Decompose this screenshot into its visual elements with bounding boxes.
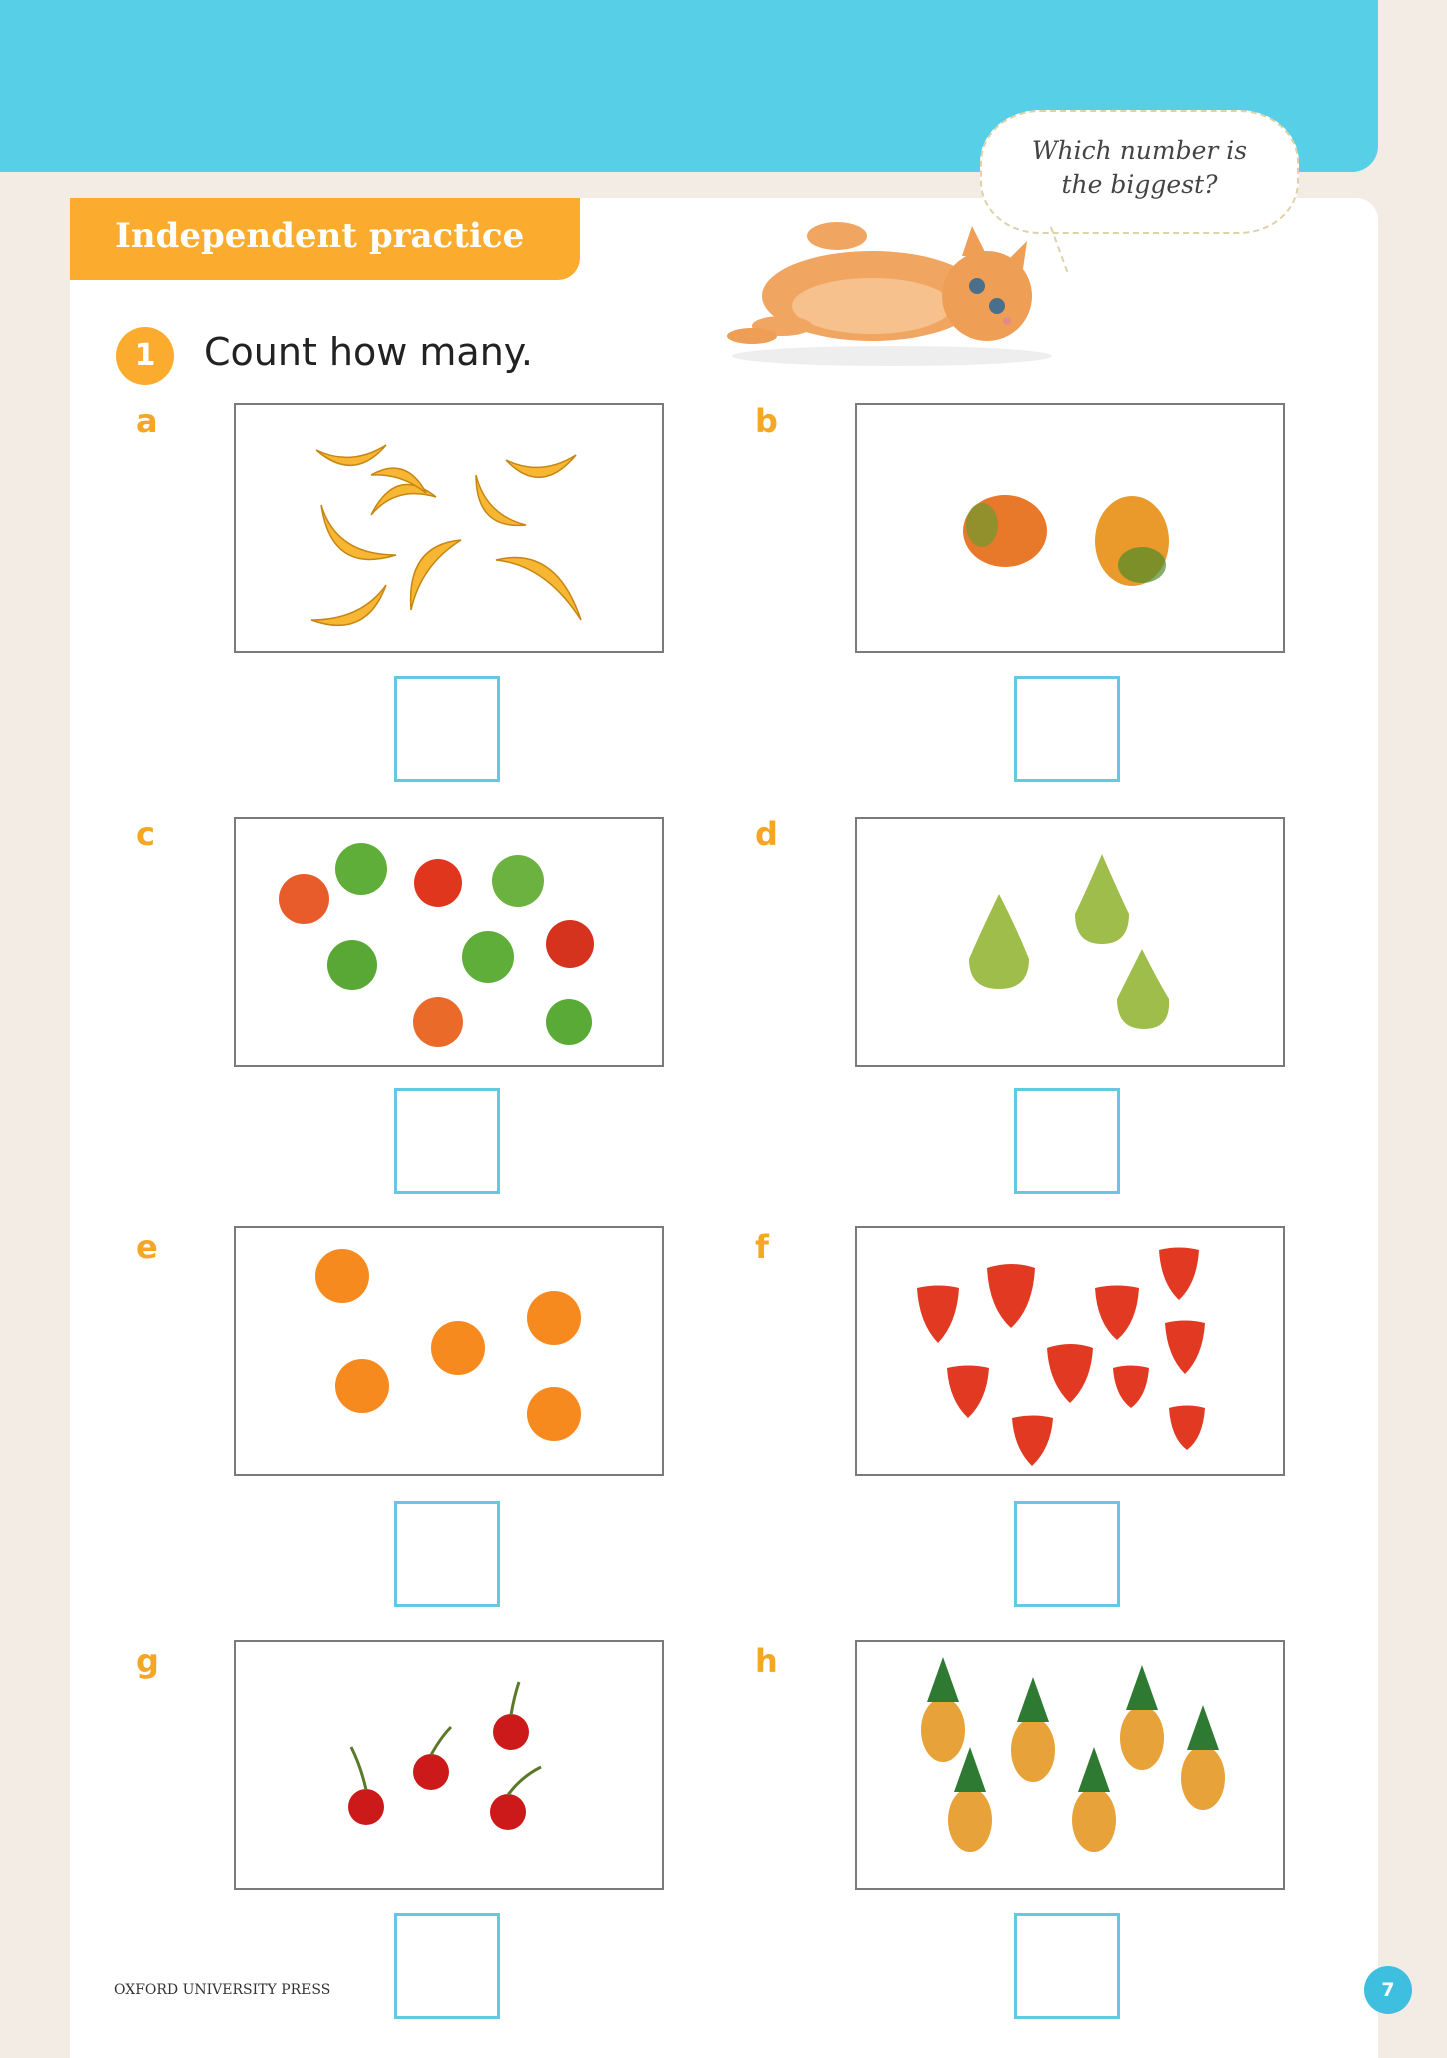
strawberry-icon (1165, 1321, 1205, 1375)
cherry-icon (490, 1794, 526, 1830)
panel-letter-d: d (755, 815, 778, 853)
section-title: Independent practice (115, 216, 525, 256)
question-number: 1 (116, 327, 174, 385)
pineapple-icon (1072, 1788, 1116, 1852)
banana-icon (316, 445, 386, 465)
picture-panel-b (855, 403, 1285, 653)
orange-icon (431, 1321, 485, 1375)
answer-box-c[interactable] (394, 1088, 500, 1194)
apple-icon (546, 999, 592, 1045)
cherry-icon (348, 1789, 384, 1825)
strawberry-icon (1113, 1366, 1149, 1409)
orange-icon (527, 1291, 581, 1345)
answer-box-d[interactable] (1014, 1088, 1120, 1194)
strawberry-icon (1012, 1416, 1053, 1467)
pear-icon (969, 894, 1029, 989)
strawberry-icon (1169, 1406, 1205, 1451)
answer-box-f[interactable] (1014, 1501, 1120, 1607)
pineapple-icon (1011, 1718, 1055, 1782)
publisher-footer: OXFORD UNIVERSITY PRESS (114, 1982, 331, 1998)
speech-bubble-text: Which number is the biggest? (1031, 136, 1248, 199)
apple-icon (492, 855, 544, 907)
cherry-icon (413, 1754, 449, 1790)
picture-panel-a (234, 403, 664, 653)
strawberry-icon (1159, 1248, 1199, 1301)
panel-letter-b: b (755, 402, 778, 440)
panel-letter-e: e (136, 1228, 158, 1266)
pear-icon (1075, 854, 1129, 944)
banana-icon (321, 505, 396, 559)
strawberry-icon (1047, 1344, 1093, 1403)
pineapple-icon (1120, 1706, 1164, 1770)
banana-icon (411, 540, 461, 610)
orange-icon (315, 1249, 369, 1303)
banana-icon (506, 455, 576, 477)
banana-icon (496, 558, 581, 621)
answer-box-h[interactable] (1014, 1913, 1120, 2019)
answer-box-a[interactable] (394, 676, 500, 782)
banana-icon (476, 475, 526, 525)
pineapple-icon (948, 1788, 992, 1852)
pear-icon (1117, 949, 1169, 1029)
orange-icon (335, 1359, 389, 1413)
answer-box-b[interactable] (1014, 676, 1120, 782)
apple-icon (414, 859, 462, 907)
panel-letter-a: a (136, 402, 158, 440)
cherry-icon (493, 1714, 529, 1750)
page-number: 7 (1364, 1966, 1412, 2014)
apple-icon (546, 920, 594, 968)
picture-panel-c (234, 817, 664, 1067)
question-prompt: Count how many. (204, 330, 533, 374)
section-banner (70, 198, 580, 280)
strawberry-icon (987, 1264, 1035, 1328)
strawberry-icon (917, 1286, 959, 1344)
answer-box-e[interactable] (394, 1501, 500, 1607)
apple-icon (413, 997, 463, 1047)
apple-icon (462, 931, 514, 983)
pineapple-icon (1181, 1746, 1225, 1810)
apple-icon (279, 874, 329, 924)
panel-letter-c: c (136, 815, 155, 853)
apple-icon (335, 843, 387, 895)
panel-letter-g: g (136, 1642, 159, 1680)
picture-panel-d (855, 817, 1285, 1067)
picture-panel-g (234, 1640, 664, 1890)
banana-icon (311, 585, 386, 625)
apple-icon (327, 940, 377, 990)
banana-icon (371, 485, 436, 515)
picture-panel-f (855, 1226, 1285, 1476)
answer-box-g[interactable] (394, 1913, 500, 2019)
panel-letter-f: f (755, 1228, 769, 1266)
pineapple-icon (921, 1698, 965, 1762)
kitten-icon (722, 206, 1067, 366)
strawberry-icon (947, 1366, 989, 1419)
picture-panel-e (234, 1226, 664, 1476)
picture-panel-h (855, 1640, 1285, 1890)
orange-icon (527, 1387, 581, 1441)
panel-letter-h: h (755, 1642, 778, 1680)
strawberry-icon (1095, 1286, 1139, 1341)
